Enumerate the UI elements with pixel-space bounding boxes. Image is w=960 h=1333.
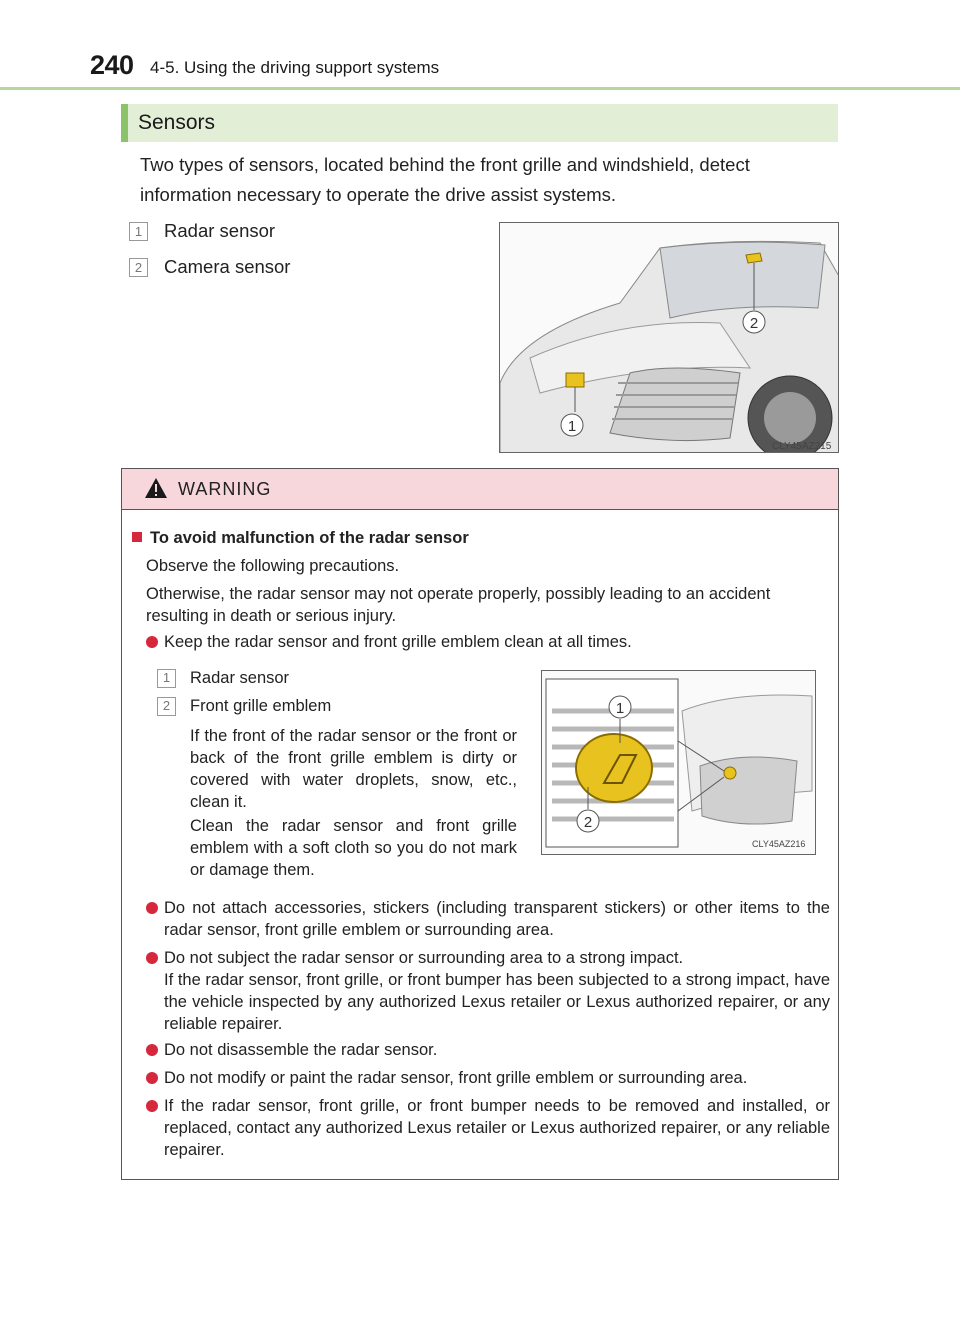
warning-bullet-5: Do not modify or paint the radar sensor, front grille emblem or surrounding area.	[146, 1067, 830, 1089]
callout-2: 2	[749, 315, 759, 332]
warning-bullet-2: Do not attach accessories, stickers (including transparent stickers) or other items to the radar sensor, front grille emblem or surrounding area.	[146, 897, 830, 941]
section-intro: Two types of sensors, located behind the front grille and windshield, detect information necessary to operate the drive assist systems.	[140, 154, 750, 205]
bullet-dot-icon	[146, 636, 158, 648]
legend-item-camera	[129, 256, 290, 278]
figure-id: CLY45AZ216	[752, 839, 806, 849]
page-number: 240	[90, 50, 134, 80]
warning-paragraph-2: Otherwise, the radar sensor may not operate properly, possibly leading to an accident resulting in death or serious injury.	[146, 585, 771, 625]
bullet-dot-icon	[146, 952, 158, 964]
sub-item-emblem	[157, 695, 331, 717]
warning-paragraph-1: Observe the following precautions.	[146, 557, 400, 575]
sub-item-label: Front grille emblem	[190, 697, 332, 715]
car-sensor-illustration	[499, 222, 839, 453]
figure-id: CLY45AZ215	[772, 441, 832, 452]
warning-bullet-1: Keep the radar sensor and front grille emblem clean at all times.	[146, 631, 830, 653]
sub-paragraph-2: Clean the radar sensor and front grille emblem with a soft cloth so you do not mark or damage them.	[190, 817, 517, 879]
callout-1: 1	[567, 418, 577, 435]
warning-triangle-icon	[144, 477, 168, 499]
legend-label: Radar sensor	[164, 220, 276, 241]
car-front-image	[500, 223, 839, 453]
sub-item-radar	[157, 667, 289, 689]
square-bullet-icon	[132, 532, 142, 542]
warning-bullet-4: Do not disassemble the radar sensor.	[146, 1039, 830, 1061]
warning-heading: To avoid malfunction of the radar sensor	[132, 527, 469, 549]
bullet-dot-icon	[146, 1044, 158, 1056]
bullet-dot-icon	[146, 902, 158, 914]
chapter-title: 4-5. Using the driving support systems	[150, 58, 440, 77]
callout-1: 1	[615, 700, 625, 717]
legend-number: 2	[129, 258, 148, 277]
sub-item-number: 2	[157, 697, 176, 716]
warning-bullet-3: Do not subject the radar sensor or surrounding area to a strong impact. If the radar sensor, front grille, or front bumper has been subjected to a strong impact, have the vehicle inspected by any authorized Lexus retailer or Lexus authorized repairer, or any reliable repairer.	[146, 947, 830, 1035]
sub-item-number: 1	[157, 669, 176, 688]
section-accent	[121, 104, 128, 142]
sub-paragraph-1: If the front of the radar sensor or the front or back of the front grille emblem is dirty or covered with water droplets, snow, etc., clean it.	[190, 727, 517, 811]
section-header	[121, 104, 838, 142]
section-title: Sensors	[138, 111, 216, 134]
bullet-dot-icon	[146, 1100, 158, 1112]
sub-item-label: Radar sensor	[190, 669, 290, 687]
warning-bullet-6: If the radar sensor, front grille, or front bumper needs to be removed and installed, or replaced, contact any authorized Lexus retailer or Lexus authorized repairer, or any reliable repairer.	[146, 1095, 830, 1161]
legend-number: 1	[129, 222, 148, 241]
grille-emblem-illustration	[541, 670, 816, 855]
warning-header	[122, 469, 838, 510]
header-rule	[0, 87, 960, 90]
bullet-dot-icon	[146, 1072, 158, 1084]
callout-2: 2	[583, 814, 593, 831]
grille-emblem-image	[542, 671, 816, 855]
legend-item-radar	[129, 220, 275, 242]
warning-title: WARNING	[178, 479, 272, 499]
legend-label: Camera sensor	[164, 256, 291, 277]
